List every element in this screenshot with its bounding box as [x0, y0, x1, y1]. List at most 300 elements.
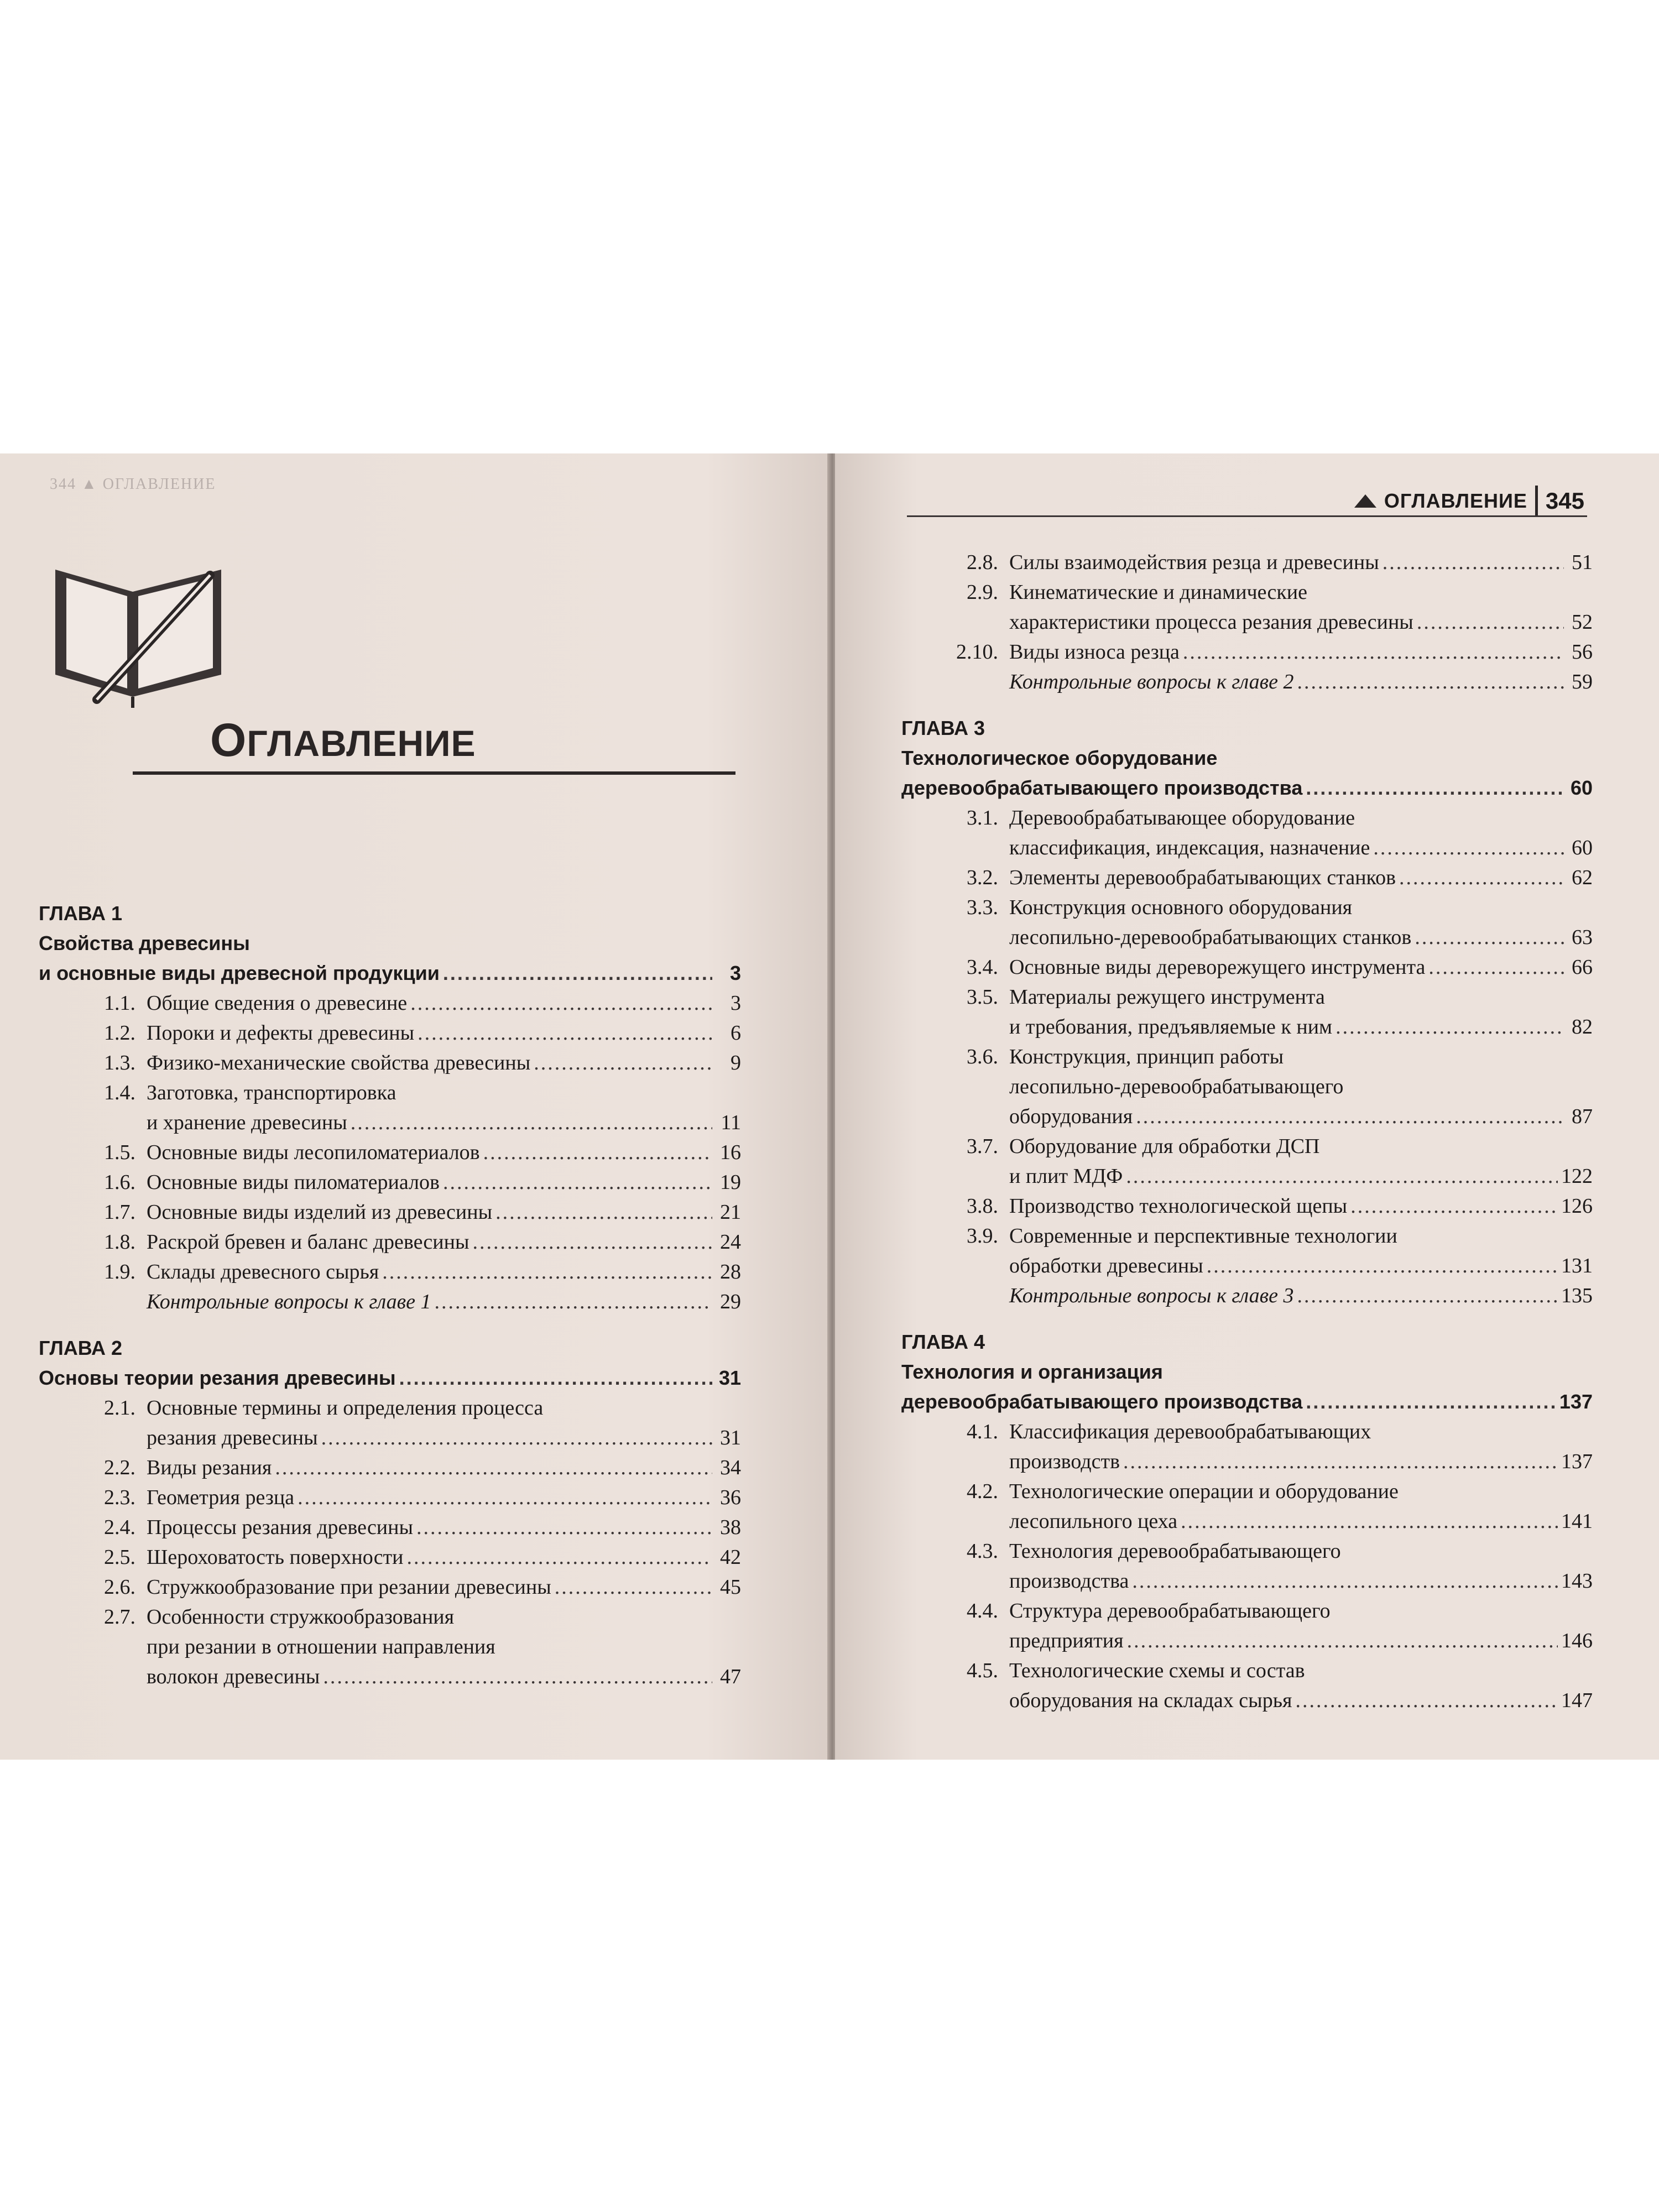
toc-entry-line[interactable]	[147, 1483, 741, 1512]
toc-entry	[901, 952, 1593, 982]
toc-entry-line-text: и требования, предъявляемые к ним	[1009, 1015, 1333, 1039]
chapter-title	[901, 1357, 1593, 1417]
page-ref: 66	[1572, 956, 1593, 979]
dot-leader	[1181, 1506, 1558, 1536]
toc-entry	[901, 1221, 1593, 1281]
entry-number: 2.9.	[967, 581, 998, 604]
entry-number: 2.2.	[104, 1456, 135, 1479]
page-ref: 146	[1561, 1629, 1593, 1652]
entry-text-line: Классификация деревообрабатывающих	[1009, 1420, 1371, 1443]
dot-leader	[1132, 1566, 1558, 1596]
toc-entry-line-text: резания древесины	[147, 1426, 318, 1449]
page-ref: 19	[720, 1171, 741, 1194]
entry-body	[1009, 952, 1593, 982]
dot-leader	[443, 958, 712, 988]
toc-entry-line[interactable]	[1009, 1626, 1593, 1656]
dot-leader	[382, 1257, 712, 1287]
entry-number: 4.2.	[967, 1480, 998, 1503]
entry-body	[147, 1138, 741, 1167]
entry-body	[1009, 893, 1593, 952]
chapter-title-line[interactable]	[39, 1363, 741, 1393]
entry-text-line: Основные термины и определения процесса	[147, 1396, 544, 1420]
chapter-title-line[interactable]	[39, 958, 741, 988]
entry-number: 3.3.	[967, 896, 998, 919]
toc-entry	[901, 1191, 1593, 1221]
toc-entry-line-text: лесопильно-деревообрабатывающих станков	[1009, 926, 1412, 949]
toc-entry-line[interactable]	[147, 1662, 741, 1692]
toc-entry	[901, 1042, 1593, 1131]
toc-entry	[39, 1048, 741, 1078]
toc-entry-line[interactable]	[147, 1138, 741, 1167]
toc-entry-line[interactable]	[147, 1572, 741, 1602]
toc-entry-line[interactable]	[1009, 1447, 1593, 1477]
running-head	[1354, 486, 1584, 517]
entry-number: 1.9.	[104, 1260, 135, 1284]
entry-text-line: Структура деревообрабатывающего	[1009, 1599, 1331, 1623]
book-spread	[0, 453, 1659, 1760]
page-ref: 87	[1572, 1105, 1593, 1128]
toc-entry-line[interactable]	[147, 1048, 741, 1078]
toc-entry	[901, 1536, 1593, 1596]
toc-entry	[901, 893, 1593, 952]
page-ref: 34	[720, 1456, 741, 1479]
entry-body	[1009, 577, 1593, 637]
entry-number: 1.1.	[104, 992, 135, 1015]
toc-entry	[39, 1453, 741, 1483]
toc-entry	[39, 1257, 741, 1287]
toc-entry	[39, 988, 741, 1018]
toc-entry	[39, 1197, 741, 1227]
entry-number: 1.5.	[104, 1141, 135, 1164]
bleed-through-header: 344 ▲ ОГЛАВЛЕНИЕ	[50, 476, 216, 493]
toc-entry	[39, 1602, 741, 1692]
entry-number: 3.6.	[967, 1045, 998, 1068]
toc-entry-line-text: и плит МДФ	[1009, 1165, 1123, 1188]
chapter-title-text: Технологическое оборудование	[901, 747, 1218, 769]
dot-leader	[1296, 1686, 1558, 1715]
review-questions	[901, 667, 1593, 697]
page-ref: 51	[1572, 551, 1593, 574]
page-ref: 42	[720, 1546, 741, 1569]
dot-leader	[416, 1512, 712, 1542]
entry-body	[147, 1572, 741, 1602]
entry-number: 3.5.	[967, 985, 998, 1009]
entry-text-line: лесопильно-деревообрабатывающего	[1009, 1075, 1344, 1098]
toc-entry-line[interactable]	[1009, 863, 1593, 893]
page-ref: 82	[1572, 1015, 1593, 1039]
toc-entry-line-text: Силы взаимодействия резца и древесины	[1009, 551, 1379, 574]
page-ref: 47	[720, 1665, 741, 1688]
toc-entry-line[interactable]	[1009, 1161, 1593, 1191]
dot-leader	[1127, 1626, 1558, 1656]
review-questions-line[interactable]	[147, 1287, 741, 1317]
review-questions	[39, 1287, 741, 1317]
entry-text-line: Конструкция основного оборудования	[1009, 896, 1353, 919]
toc-entry-line[interactable]	[1009, 1506, 1593, 1536]
entry-body	[147, 1287, 741, 1317]
entry-body	[147, 1048, 741, 1078]
toc-entry	[39, 1227, 741, 1257]
toc-entry-line-text: Основные виды дереворежущего инструмента	[1009, 956, 1426, 979]
entry-number: 2.1.	[104, 1396, 135, 1420]
chapter-label: ГЛАВА 3	[901, 717, 985, 739]
toc-entry	[39, 1572, 741, 1602]
toc-entry	[901, 1131, 1593, 1191]
page-ref: 38	[720, 1516, 741, 1539]
toc-entry-line[interactable]	[1009, 1012, 1593, 1042]
toc-entry-line[interactable]	[147, 1257, 741, 1287]
toc-entry-line-text: характеристики процесса резания древесины	[1009, 611, 1413, 634]
dot-leader	[298, 1483, 712, 1512]
entry-text-line: Современные и перспективные технологии	[1009, 1224, 1397, 1248]
page-ref: 31	[720, 1426, 741, 1449]
entry-text-line: Особенности стружкообразования	[147, 1605, 455, 1629]
entry-number: 4.4.	[967, 1599, 998, 1623]
entry-body	[147, 1542, 741, 1572]
entry-number: 3.8.	[967, 1194, 998, 1218]
entry-text-line: Технологические схемы и состав	[1009, 1659, 1305, 1682]
entry-number: 2.6.	[104, 1575, 135, 1599]
toc-entry-line[interactable]	[147, 1167, 741, 1197]
entry-number: 1.3.	[104, 1051, 135, 1074]
entry-number: 3.2.	[967, 866, 998, 889]
toc-entry-line-text: Виды износа резца	[1009, 640, 1180, 664]
toc-entry-line[interactable]	[147, 1108, 741, 1138]
entry-number: 2.3.	[104, 1486, 135, 1509]
toc-entry-line[interactable]	[147, 1197, 741, 1227]
page-ref: 28	[720, 1260, 741, 1284]
review-questions-line-text: Контрольные вопросы к главе 2	[1009, 670, 1294, 693]
page-ref: 60	[1570, 776, 1593, 799]
page-ref: 141	[1561, 1510, 1593, 1533]
toc-entry	[39, 1393, 741, 1453]
chapter-title-line-text: и основные виды древесной продукции	[39, 962, 440, 984]
entry-body	[147, 1197, 741, 1227]
dot-leader	[1297, 667, 1564, 697]
chapter-title-text: Свойства древесины	[39, 932, 250, 954]
toc-entry-line-text: Пороки и дефекты древесины	[147, 1021, 415, 1045]
entry-number: 2.4.	[104, 1516, 135, 1539]
entry-body	[147, 1453, 741, 1483]
page-ref: 31	[718, 1366, 741, 1389]
review-questions-line-text: Контрольные вопросы к главе 1	[147, 1290, 431, 1313]
entry-text-line: Технология деревообрабатывающего	[1009, 1540, 1341, 1563]
toc-entry	[901, 1417, 1593, 1477]
title-rule	[133, 771, 735, 775]
entry-number: 1.6.	[104, 1171, 135, 1194]
page-ref: 16	[720, 1141, 741, 1164]
entry-body	[147, 1512, 741, 1542]
entry-body	[1009, 863, 1593, 893]
toc-entry	[39, 1542, 741, 1572]
entry-body	[1009, 1417, 1593, 1477]
toc-entry-line-text: Физико-механические свойства древесины	[147, 1051, 531, 1074]
dot-leader	[1428, 952, 1564, 982]
entry-body	[1009, 667, 1593, 697]
toc-entry	[39, 1018, 741, 1048]
dot-leader	[1123, 1447, 1558, 1477]
entry-number: 2.8.	[967, 551, 998, 574]
page-ref: 122	[1561, 1165, 1593, 1188]
entry-text-line: при резании в отношении направления	[147, 1635, 495, 1658]
toc-entry-line-text: Шероховатость поверхности	[147, 1546, 404, 1569]
toc-entry-line-text: Раскрой бревен и баланс древесины	[147, 1230, 469, 1254]
chapter-title-text: Технология и организация	[901, 1360, 1163, 1383]
dot-leader	[399, 1363, 712, 1393]
toc-entry-line[interactable]	[1009, 833, 1593, 863]
toc-entry-line[interactable]	[1009, 1566, 1593, 1596]
review-questions-line-text: Контрольные вопросы к главе 3	[1009, 1284, 1294, 1307]
dot-leader	[1297, 1281, 1558, 1311]
toc-entry	[901, 1477, 1593, 1536]
toc-entry	[901, 863, 1593, 893]
toc-entry-line[interactable]	[147, 1453, 741, 1483]
entry-body	[1009, 1656, 1593, 1715]
entry-number-blank	[39, 1287, 147, 1317]
toc-entry-line-text: Основные виды лесопиломатериалов	[147, 1141, 480, 1164]
toc-entry-line[interactable]	[147, 1227, 741, 1257]
toc-entry-line[interactable]	[147, 1512, 741, 1542]
dot-leader	[1417, 607, 1564, 637]
dot-leader	[443, 1167, 712, 1197]
toc-entry-line-text: оборудования	[1009, 1105, 1133, 1128]
entry-number: 3.4.	[967, 956, 998, 979]
toc-entry-line-text: Процессы резания древесины	[147, 1516, 414, 1539]
entry-text-line: Технологические операции и оборудование	[1009, 1480, 1399, 1503]
toc-column-right	[901, 547, 1593, 1715]
toc-entry-line-text: предприятия	[1009, 1629, 1124, 1652]
dot-leader	[1373, 833, 1564, 863]
page-ref: 143	[1561, 1569, 1593, 1593]
entry-number-blank	[901, 1281, 1009, 1311]
entry-number: 2.7.	[104, 1605, 135, 1629]
right-page	[835, 453, 1659, 1760]
toc-entry-line[interactable]	[1009, 607, 1593, 637]
page-ref: 60	[1572, 836, 1593, 859]
title-initial: О	[210, 714, 247, 766]
toc-entry-line-text: обработки древесины	[1009, 1254, 1203, 1277]
dot-leader	[1350, 1191, 1558, 1221]
toc-entry	[39, 1138, 741, 1167]
left-page	[0, 453, 830, 1760]
dot-leader	[1399, 863, 1564, 893]
entry-body	[1009, 1042, 1593, 1131]
toc-entry-line[interactable]	[1009, 952, 1593, 982]
entry-body	[147, 1393, 741, 1453]
entry-body	[147, 988, 741, 1018]
toc-entry-line-text: волокон древесины	[147, 1665, 320, 1688]
title-rest: ГЛАВЛЕНИЕ	[247, 723, 476, 764]
entry-number: 1.7.	[104, 1201, 135, 1224]
toc-entry-line[interactable]	[147, 988, 741, 1018]
page-ref: 63	[1572, 926, 1593, 949]
dot-leader	[418, 1018, 712, 1048]
entry-body	[147, 1257, 741, 1287]
page-ref: 56	[1572, 640, 1593, 664]
entry-body	[147, 1602, 741, 1692]
page-number: 345	[1545, 488, 1584, 514]
entry-number: 1.8.	[104, 1230, 135, 1254]
dot-leader	[483, 1138, 712, 1167]
toc-entry-line[interactable]	[1009, 1251, 1593, 1281]
entry-number: 2.10.	[956, 640, 998, 664]
toc-entry	[901, 1656, 1593, 1715]
dot-leader	[351, 1108, 712, 1138]
entry-number: 1.4.	[104, 1081, 135, 1104]
entry-text-line: Заготовка, транспортировка	[147, 1081, 397, 1104]
dot-leader	[1136, 1102, 1564, 1131]
toc-entry-line[interactable]	[1009, 922, 1593, 952]
page-ref: 9	[731, 1051, 741, 1074]
review-questions-line[interactable]	[1009, 1281, 1593, 1311]
page-ref: 3	[731, 992, 741, 1015]
dot-leader	[1306, 1387, 1556, 1417]
toc-entry-line[interactable]	[147, 1542, 741, 1572]
page-ref: 24	[720, 1230, 741, 1254]
toc-entry-line-text: Основные виды изделий из древесины	[147, 1201, 493, 1224]
toc-entry-line[interactable]	[1009, 1686, 1593, 1715]
entry-body	[1009, 982, 1593, 1042]
running-head-label: ОГЛАВЛЕНИЕ	[1384, 489, 1527, 512]
dot-leader	[275, 1453, 712, 1483]
chapter-title	[39, 928, 741, 988]
entry-body	[1009, 547, 1593, 577]
toc-entry	[901, 577, 1593, 637]
review-questions	[901, 1281, 1593, 1311]
dot-leader	[1126, 1161, 1558, 1191]
dot-leader	[1183, 637, 1564, 667]
toc-entry-line-text: Основные виды пиломатериалов	[147, 1171, 440, 1194]
entry-body	[1009, 1191, 1593, 1221]
toc-entry	[39, 1483, 741, 1512]
entry-number: 4.3.	[967, 1540, 998, 1563]
toc-entry-line-text: и хранение древесины	[147, 1111, 347, 1134]
toc-entry-line-text: Общие сведения о древесине	[147, 992, 408, 1015]
dot-leader	[495, 1197, 712, 1227]
entry-body	[1009, 1131, 1593, 1191]
toc-entry-line-text: Стружкообразование при резании древесины	[147, 1575, 551, 1599]
chapter-label: ГЛАВА 4	[901, 1331, 985, 1353]
entry-number: 3.1.	[967, 806, 998, 830]
entry-number: 3.9.	[967, 1224, 998, 1248]
dot-leader	[534, 1048, 712, 1078]
dot-leader	[1207, 1251, 1558, 1281]
entry-body	[1009, 1221, 1593, 1281]
chapter-title	[39, 1363, 741, 1393]
toc-column-left	[39, 899, 741, 1692]
page-ref: 3	[729, 962, 741, 984]
entry-text-line: Кинематические и динамические	[1009, 581, 1307, 604]
page-ref: 6	[731, 1021, 741, 1045]
entry-text-line: Оборудование для обработки ДСП	[1009, 1135, 1320, 1158]
toc-entry	[39, 1167, 741, 1197]
page-ref: 137	[1559, 1390, 1593, 1413]
page-ref: 21	[720, 1201, 741, 1224]
entry-body	[1009, 1536, 1593, 1596]
toc-entry-line-text: Склады древесного сырья	[147, 1260, 379, 1284]
page-ref: 131	[1561, 1254, 1593, 1277]
entry-number: 4.1.	[967, 1420, 998, 1443]
entry-text-line: Конструкция, принцип работы	[1009, 1045, 1284, 1068]
entry-body	[1009, 1281, 1593, 1311]
chapter-title-line[interactable]	[901, 1387, 1593, 1417]
dot-leader	[410, 988, 712, 1018]
triangle-icon	[1354, 494, 1376, 508]
toc-entry-line-text: Производство технологической щепы	[1009, 1194, 1348, 1218]
entry-body	[1009, 803, 1593, 863]
toc-entry-line[interactable]	[147, 1423, 741, 1453]
entry-number-blank	[901, 667, 1009, 697]
toc-entry	[901, 982, 1593, 1042]
dot-leader	[1415, 922, 1564, 952]
page-ref: 52	[1572, 611, 1593, 634]
toc-entry-line[interactable]	[1009, 1191, 1593, 1221]
page-ref: 135	[1561, 1284, 1593, 1307]
dot-leader	[1306, 773, 1564, 803]
entry-body	[147, 1483, 741, 1512]
toc-entry	[901, 1596, 1593, 1656]
dot-leader	[407, 1542, 713, 1572]
dot-leader	[435, 1287, 712, 1317]
entry-body	[147, 1018, 741, 1048]
open-book-icon	[44, 559, 232, 708]
toc-entry	[39, 1078, 741, 1138]
running-head-divider	[1535, 486, 1538, 517]
chapter-title-line[interactable]	[901, 773, 1593, 803]
entry-text-line: Материалы режущего инструмента	[1009, 985, 1325, 1009]
entry-body	[147, 1078, 741, 1138]
toc-entry-line-text: производств	[1009, 1450, 1120, 1473]
dot-leader	[1383, 547, 1564, 577]
entry-number: 1.2.	[104, 1021, 135, 1045]
review-questions-line[interactable]	[1009, 667, 1593, 697]
page-ref: 59	[1572, 670, 1593, 693]
entry-number: 4.5.	[967, 1659, 998, 1682]
entry-body	[1009, 637, 1593, 667]
entry-body	[1009, 1596, 1593, 1656]
page-ref: 147	[1561, 1689, 1593, 1712]
entry-body	[147, 1167, 741, 1197]
toc-entry-line[interactable]	[1009, 547, 1593, 577]
toc-entry	[901, 803, 1593, 863]
toc-entry-line-text: производства	[1009, 1569, 1129, 1593]
toc-entry-line-text: Элементы деревообрабатывающих станков	[1009, 866, 1396, 889]
head-rule	[907, 515, 1587, 517]
toc-entry-line-text: оборудования на складах сырья	[1009, 1689, 1292, 1712]
toc-entry-line-text: Виды резания	[147, 1456, 272, 1479]
toc-entry-line-text: лесопильного цеха	[1009, 1510, 1178, 1533]
chapter-label: ГЛАВА 2	[39, 1337, 122, 1359]
chapter-label: ГЛАВА 1	[39, 902, 122, 925]
dot-leader	[555, 1572, 712, 1602]
page-ref: 137	[1561, 1450, 1593, 1473]
toc-entry-line-text: классификация, индексация, назначение	[1009, 836, 1370, 859]
entry-number: 3.7.	[967, 1135, 998, 1158]
page-ref: 11	[721, 1111, 741, 1134]
dot-leader	[321, 1423, 712, 1453]
dot-leader	[323, 1662, 712, 1692]
dot-leader	[1335, 1012, 1564, 1042]
page-title	[210, 713, 476, 767]
entry-text-line: Деревообрабатывающее оборудование	[1009, 806, 1355, 830]
toc-entry-line[interactable]	[1009, 1102, 1593, 1131]
chapter-title	[901, 743, 1593, 803]
toc-entry-line-text: Геометрия резца	[147, 1486, 295, 1509]
toc-entry-line[interactable]	[1009, 637, 1593, 667]
page-ref: 45	[720, 1575, 741, 1599]
toc-entry-line[interactable]	[147, 1018, 741, 1048]
entry-number: 2.5.	[104, 1546, 135, 1569]
